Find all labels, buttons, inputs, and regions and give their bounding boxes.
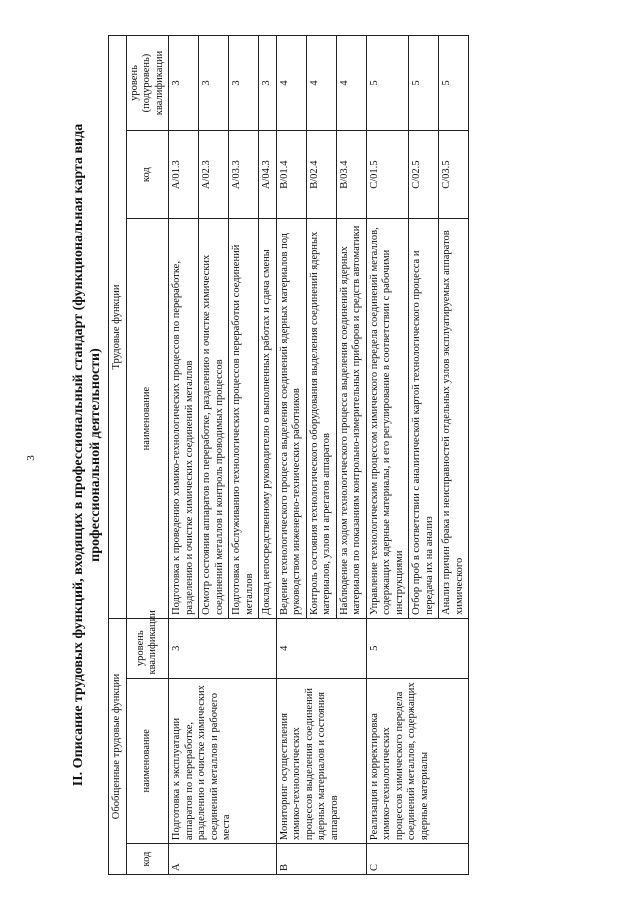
heading-line-1: II. Описание трудовых функций, входящих в профессиональный стандарт (функциональная карта вида	[71, 123, 86, 787]
header-function-level: уровень (подуровень) квалификации	[126, 36, 169, 131]
gen-name: Реализация и корректировка химико-технологических процессов химического передела соединений металлов, содержащих ядерные материалы	[366, 678, 469, 844]
header-name: наименование	[126, 678, 169, 844]
gen-code: А	[169, 844, 277, 875]
function-code: В/03.4	[336, 130, 366, 218]
table-row	[169, 36, 199, 875]
gen-level: 3	[169, 618, 277, 678]
function-name: Наблюдение за ходом технологического процесса выделения соединений ядерных материалов по показаниям контрольно-измерительных приборов и средств автоматики	[336, 219, 366, 619]
function-level: 3	[229, 36, 259, 131]
function-level: 3	[259, 36, 277, 131]
function-name: Анализ причин брака и неисправностей отдельных узлов эксплуатируемых аппаратов химического	[439, 219, 469, 619]
gen-name: Мониторинг осуществления химико-технологических процессов выделения соединений ядерных материалов и состояния аппаратов	[276, 678, 366, 844]
function-code: С/01.5	[366, 130, 409, 218]
function-name: Подготовка к обслуживанию технологических процессов переработки соединений металлов	[229, 219, 259, 619]
section-heading	[70, 35, 104, 875]
function-name: Осмотр состояния аппаратов по переработке, разделению и очистке химических соединений металлов и контроль проводимых процессов	[199, 219, 229, 619]
function-level: 3	[199, 36, 229, 131]
function-code: А/04.3	[259, 130, 277, 218]
gen-code: В	[276, 844, 366, 875]
gen-level: 4	[276, 618, 366, 678]
function-name: Управление технологическим процессом химического передела соединений металлов, содержащих ядерные материалы, и его регулирование в соответствии с рабочими инструкциями	[366, 219, 409, 619]
page-number: 3	[24, 455, 37, 461]
function-level: 3	[169, 36, 199, 131]
header-labor-functions: Трудовые функции	[109, 36, 127, 619]
function-name: Подготовка к проведению химико-технологических процессов по переработке, разделению и очистке химических соединений металлов	[169, 219, 199, 619]
header-level: уровень квалификации	[126, 618, 169, 678]
function-code: С/03.5	[439, 130, 469, 218]
function-level: 5	[439, 36, 469, 131]
function-code: В/01.4	[276, 130, 306, 218]
header-function-name: наименование	[126, 219, 169, 619]
function-code: А/03.3	[229, 130, 259, 218]
gen-name: Подготовка к эксплуатации аппаратов по переработке, разделению и очистке химических соединений металлов и рабочего места	[169, 678, 277, 844]
function-level: 5	[409, 36, 439, 131]
function-name: Контроль состояния технологического оборудования выделения соединений ядерных материалов, узлов и агрегатов аппаратов	[306, 219, 336, 619]
function-code: А/01.3	[169, 130, 199, 218]
functional-map-table	[108, 35, 469, 875]
function-name: Ведение технологического процесса выделения соединений ядерных материалов под руководством инженерно-технических работников	[276, 219, 306, 619]
gen-level: 5	[366, 618, 469, 678]
function-level: 5	[366, 36, 409, 131]
table-row	[366, 36, 409, 875]
function-name: Отбор проб в соответствии с аналитической картой технологического процесса и передача их на анализ	[409, 219, 439, 619]
heading-line-2: профессиональной деятельности)	[88, 348, 103, 562]
function-name: Доклад непосредственному руководителю о выполненных работах и сдача смены	[259, 219, 277, 619]
function-level: 4	[276, 36, 306, 131]
table-row	[276, 36, 306, 875]
function-level: 4	[306, 36, 336, 131]
function-level: 4	[336, 36, 366, 131]
function-code: А/02.3	[199, 130, 229, 218]
function-code: В/02.4	[306, 130, 336, 218]
gen-code: С	[366, 844, 469, 875]
header-code: код	[126, 844, 169, 875]
function-code: С/02.5	[409, 130, 439, 218]
header-function-code: код	[126, 130, 169, 218]
header-generalized-functions: Обобщенные трудовые функции	[109, 618, 127, 874]
